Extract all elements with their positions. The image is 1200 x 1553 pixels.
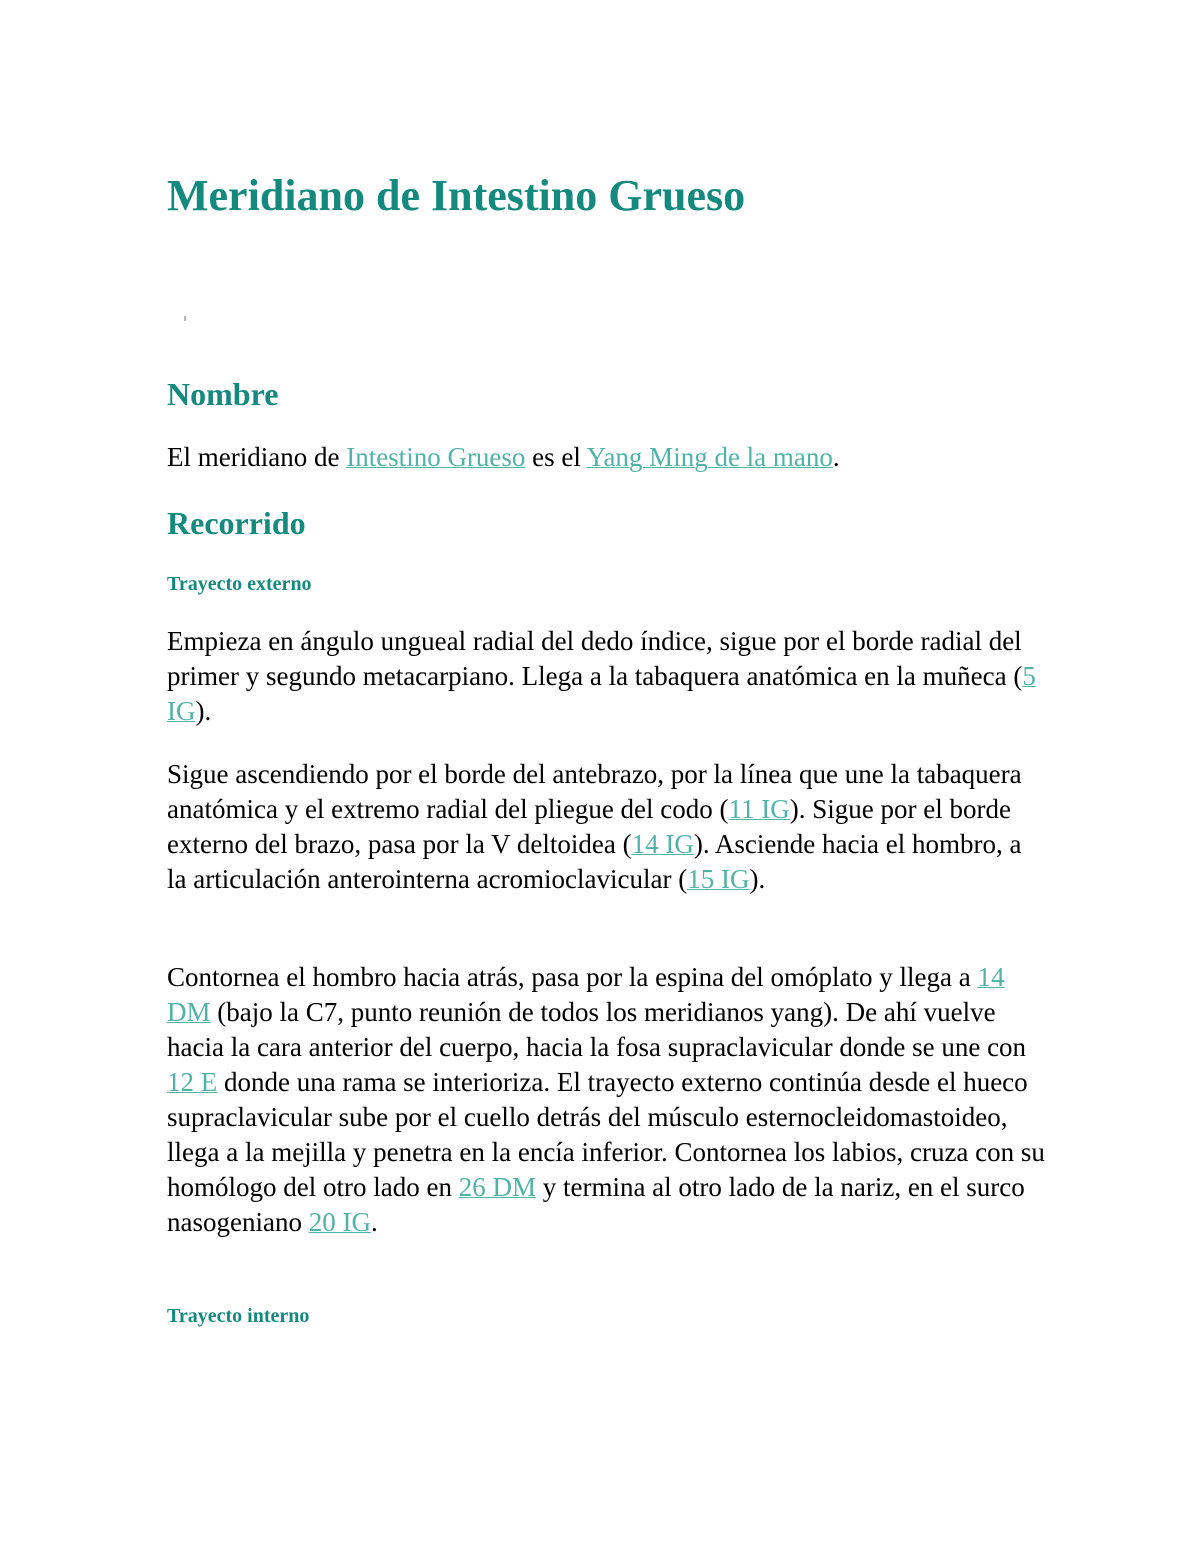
page-title: Meridiano de Intestino Grueso (167, 171, 746, 220)
link-26-dm[interactable]: 26 DM (458, 1172, 536, 1202)
text-run: El meridiano de (167, 442, 347, 472)
text-run: ). (749, 864, 766, 894)
text-run: (bajo la C7, punto reunión de todos los meridianos yang). De ahí vuelve hacia la cara anterior del cuerpo, hacia la fosa supraclavicular donde se une con (167, 997, 1027, 1062)
text-run: ). (195, 696, 212, 726)
section-heading-nombre: Nombre (167, 376, 279, 412)
link-20-ig[interactable]: 20 IG (308, 1207, 371, 1237)
text-run: es el (525, 442, 587, 472)
link-intestino-grueso[interactable]: Intestino Grueso (346, 442, 526, 472)
paragraph-nombre (167, 440, 1047, 475)
image-placeholder-mark (184, 316, 186, 321)
link-15-ig[interactable]: 15 IG (687, 864, 750, 894)
paragraph-externo-2 (167, 757, 1047, 897)
link-11-ig[interactable]: 11 IG (728, 794, 790, 824)
link-12-e[interactable]: 12 E (167, 1067, 218, 1097)
text-run: Contornea el hombro hacia atrás, pasa por la espina del omóplato y llega a (167, 962, 978, 992)
text-run: ). Asciende hacia el hombro, a la articulación anterointerna acromioclavicular ( (167, 829, 1022, 894)
link-5-ig[interactable]: 5 IG (167, 661, 1036, 726)
text-run: . (832, 442, 840, 472)
subheading-trayecto-interno: Trayecto interno (167, 1305, 310, 1327)
paragraph-externo-3 (167, 960, 1047, 1240)
text-run: y termina al otro lado de la nariz, en el surco nasogeniano (167, 1172, 1025, 1237)
link-14-dm[interactable]: 14 DM (167, 962, 1005, 1027)
link-yang-ming-de-la-mano[interactable]: Yang Ming de la mano (586, 442, 833, 472)
link-14-ig[interactable]: 14 IG (631, 829, 694, 859)
text-run: donde una rama se interioriza. El trayecto externo continúa desde el hueco supraclavicular sube por el cuello detrás del músculo esternocleidomastoideo, llega a la mejilla y penetra en la encía inferior. Contornea los labios, cruza con su homólogo del otro lado en (167, 1067, 1045, 1202)
text-run: Sigue ascendiendo por el borde del antebrazo, por la línea que une la tabaquera anatómica y el extremo radial del pliegue del codo ( (167, 759, 1022, 824)
section-heading-recorrido: Recorrido (167, 505, 306, 541)
paragraph-externo-1 (167, 624, 1047, 729)
text-run: Empieza en ángulo ungueal radial del dedo índice, sigue por el borde radial del primer y segundo metacarpiano. Llega a la tabaquera anatómica en la muñeca ( (167, 626, 1023, 691)
text-run: ). Sigue por el borde externo del brazo, pasa por la V deltoidea ( (167, 794, 1011, 859)
subheading-trayecto-externo: Trayecto externo (167, 573, 312, 595)
text-run: . (370, 1207, 378, 1237)
